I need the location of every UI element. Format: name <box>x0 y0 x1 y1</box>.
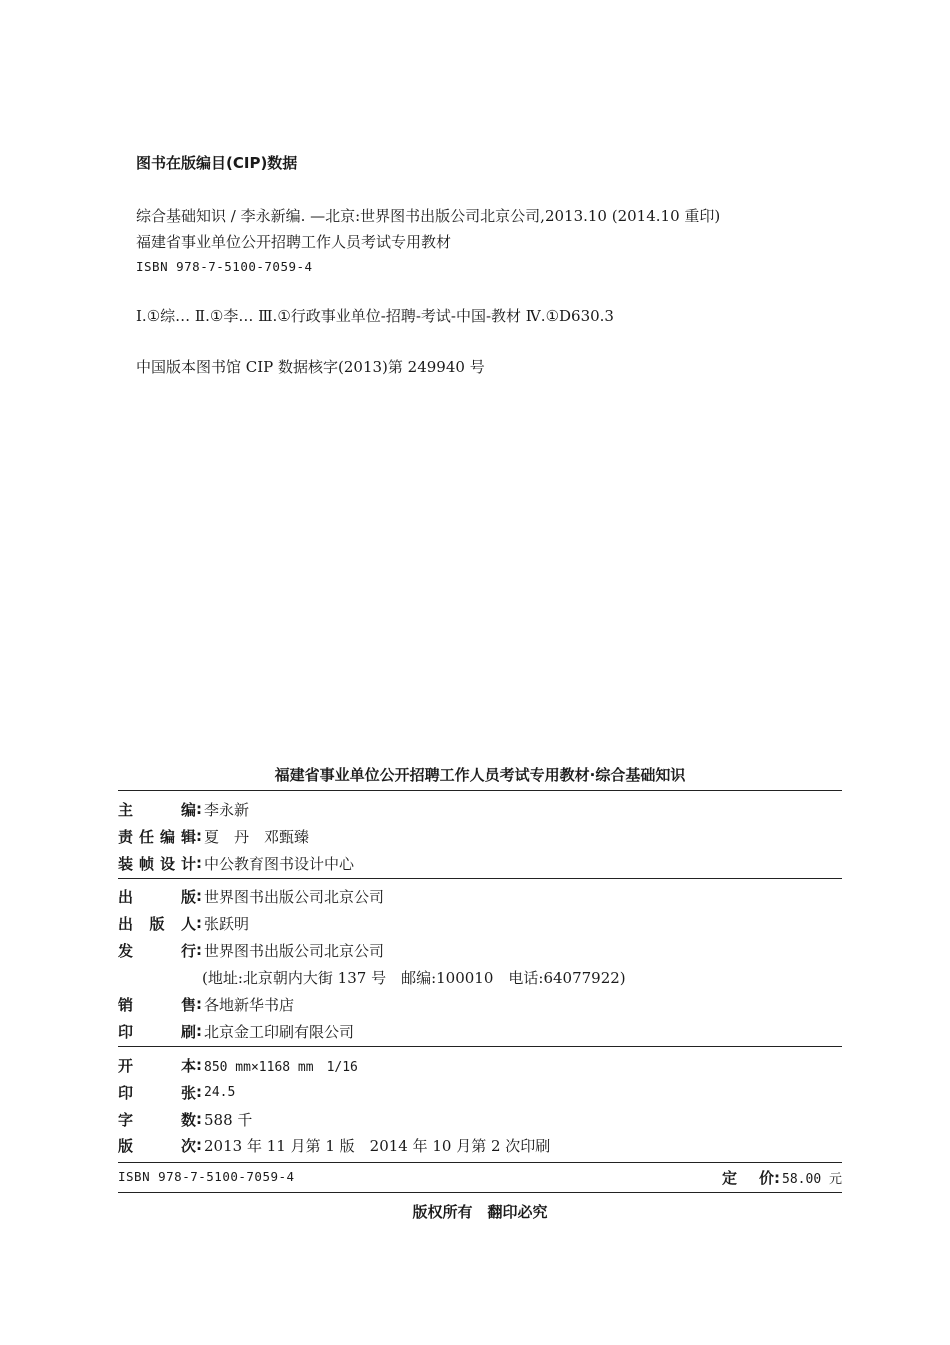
row-value: 588 千 <box>204 1110 253 1129</box>
divider <box>118 1162 842 1163</box>
footer-isbn: ISBN 978-7-5100-7059-4 <box>118 1169 295 1184</box>
divider <box>118 790 842 791</box>
row-label: 主 编 <box>118 800 196 819</box>
colophon-row-address <box>202 965 626 989</box>
cip-number: 中国版本图书馆 CIP 数据核字(2013)第 249940 号 <box>136 358 485 376</box>
row-value: 世界图书出版公司北京公司 <box>204 941 385 960</box>
colophon-row-design: 装 帧 设 计 : 中公教育图书设计中心 <box>118 854 355 873</box>
colophon-row-publisher-person: 出 版 人 : 张跃明 <box>118 914 250 933</box>
colophon-row-responsible-editor: 责 任 编 辑 : 夏 丹 邓甄臻 <box>118 827 310 846</box>
row-label: 出 版 <box>118 887 196 906</box>
cip-title-line: 综合基础知识 / 李永新编. —北京:世界图书出版公司北京公司,2013.10 (2014.10 重印) <box>136 207 721 225</box>
cip-heading: 图书在版编目(CIP)数据 <box>136 154 298 172</box>
row-label: 出 版 人 <box>118 914 196 933</box>
row-value: 850 mm×1168 mm 1/16 <box>204 1059 358 1075</box>
colophon-row-format: 开 本 : 850 mm×1168 mm 1/16 <box>118 1056 358 1075</box>
colophon-row-distribution: 发 行 : 世界图书出版公司北京公司 <box>118 941 385 960</box>
row-label: 开 本 <box>118 1056 196 1075</box>
divider <box>118 1046 842 1047</box>
colophon-row-publisher: 出 版 : 世界图书出版公司北京公司 <box>118 887 385 906</box>
row-value: 各地新华书店 <box>204 995 295 1014</box>
cip-isbn: ISBN 978-7-5100-7059-4 <box>136 259 313 274</box>
row-label: 字 数 <box>118 1110 196 1129</box>
row-label: 印 刷 <box>118 1022 196 1041</box>
divider <box>118 1192 842 1193</box>
row-label: 版 次 <box>118 1136 196 1155</box>
price: 定 价 : 58.00 元 <box>722 1168 842 1187</box>
colophon-row-sales: 销 售 : 各地新华书店 <box>118 995 295 1014</box>
row-value: 夏 丹 邓甄臻 <box>204 827 310 846</box>
row-value: 2013 年 11 月第 1 版 2014 年 10 月第 2 次印刷 <box>204 1136 551 1155</box>
row-value: 世界图书出版公司北京公司 <box>204 887 385 906</box>
copyright-notice: 版权所有 翻印必究 <box>412 1203 548 1221</box>
colophon-row-sheets: 印 张 : 24.5 <box>118 1083 236 1102</box>
price-label: 定 价 <box>722 1169 775 1187</box>
colophon-row-word-count: 字 数 : 588 千 <box>118 1110 253 1129</box>
row-label: 销 售 <box>118 995 196 1014</box>
row-label: 印 张 <box>118 1083 196 1102</box>
row-label: 责 任 编 辑 <box>118 827 196 846</box>
colophon-row-edition: 版 次 : 2013 年 11 月第 1 版 2014 年 10 月第 2 次印刷 <box>118 1136 551 1155</box>
row-value: 中公教育图书设计中心 <box>204 854 355 873</box>
divider <box>118 878 842 879</box>
row-value: 李永新 <box>204 800 250 819</box>
row-value: (地址:北京朝内大街 137 号 邮编:100010 电话:64077922) <box>202 968 626 987</box>
colophon-row-printer: 印 刷 : 北京金工印刷有限公司 <box>118 1022 355 1041</box>
row-value: 24.5 <box>204 1084 236 1100</box>
row-label: 发 行 <box>118 941 196 960</box>
cip-series-line: 福建省事业单位公开招聘工作人员考试专用教材 <box>136 233 452 251</box>
cip-classification: Ⅰ.①综… Ⅱ.①李… Ⅲ.①行政事业单位-招聘-考试-中国-教材 Ⅳ.①D630.3 <box>136 307 614 325</box>
colophon-title: 福建省事业单位公开招聘工作人员考试专用教材·综合基础知识 <box>274 766 686 784</box>
row-label: 装 帧 设 计 <box>118 854 196 873</box>
row-value: 北京金工印刷有限公司 <box>204 1022 355 1041</box>
row-value: 张跃明 <box>204 914 250 933</box>
colophon-row-editor: 主 编 : 李永新 <box>118 800 250 819</box>
price-value: 58.00 元 <box>782 1172 842 1187</box>
